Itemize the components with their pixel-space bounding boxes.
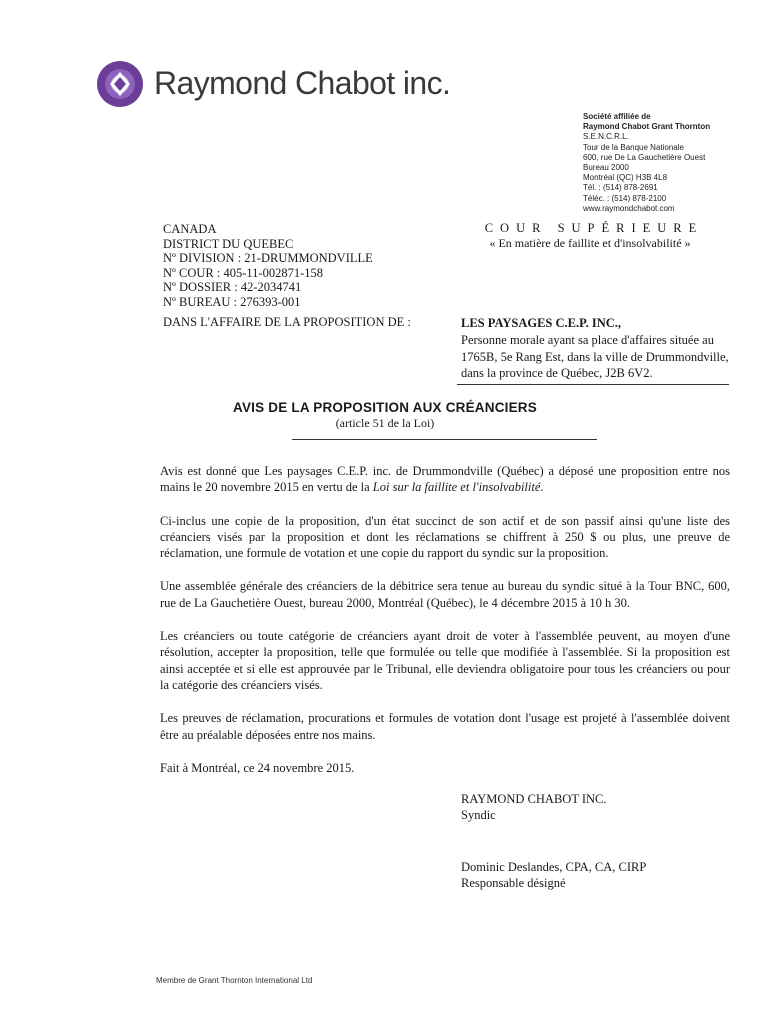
affiliation-line: Société affiliée de (583, 112, 651, 121)
notice-body (160, 463, 730, 793)
trustee-signature (461, 792, 607, 823)
affiliation-website: www.raymondchabot.com (583, 203, 675, 213)
paragraph: Les preuves de réclamation, procurations et formules de votation dont l'usage est projeté à l'assemblée doivent être au préalable déposées entre nos mains. (160, 711, 730, 742)
case-office-number: Nº BUREAU : 276393-001 (163, 294, 301, 309)
affiliation-line: Bureau 2000 (583, 163, 629, 173)
act-title: Loi sur la faillite et l'insolvabilité (372, 480, 541, 495)
affiliation-line: 600, rue De La Gauchetière Ouest (583, 152, 706, 162)
paragraph-text: . (540, 480, 544, 495)
date-place: Fait à Montréal, ce 24 novembre 2015. (160, 760, 355, 775)
case-court-number: Nº COUR : 405-11-002871-158 (163, 265, 324, 280)
affiliation-line: Montréal (QC) H3B 4L8 (583, 173, 668, 183)
matter-intro: DANS L'AFFAIRE DE LA PROPOSITION DE : (163, 315, 411, 329)
designated-person (461, 860, 646, 891)
debtor-name: LES PAYSAGES C.E.P. INC., (461, 316, 622, 330)
case-file-number: Nº DOSSIER : 42-2034741 (163, 280, 302, 295)
affiliation-line: Tour de la Banque Nationale (583, 142, 684, 152)
debtor-block (461, 315, 729, 382)
person-name: Dominic Deslandes, CPA, CA, CIRP (461, 860, 647, 874)
paragraph (160, 463, 730, 496)
affiliation-firm: Raymond Chabot Grant Thornton (583, 122, 711, 132)
case-division: Nº DIVISION : 21-DRUMMONDVILLE (163, 251, 373, 266)
case-info (163, 222, 373, 310)
person-role: Responsable désigné (461, 875, 566, 890)
title-divider (292, 439, 597, 440)
affiliation-fax: Téléc. : (514) 878-2100 (583, 193, 667, 203)
notice-title: AVIS DE LA PROPOSITION AUX CRÉANCIERS (233, 400, 537, 415)
party-divider (457, 384, 729, 385)
affiliation-phone: Tél. : (514) 878-2691 (583, 183, 658, 193)
case-district: DISTRICT DU QUEBEC (163, 236, 294, 251)
raymond-chabot-logo-icon (96, 60, 144, 108)
case-country: CANADA (163, 222, 217, 236)
court-matter: « En matière de faillite et d'insolvabilité » (489, 236, 691, 250)
paragraph: Ci-inclus une copie de la proposition, d'un état succinct de son actif et de son passif ainsi qu'une liste des créanciers visés par la proposition et dont les réclamations se chiffrent à 250 $ ou plus, une preuve de réclamation, une formule de votation et une copie du rapport du syndic sur la proposition. (160, 513, 730, 561)
affiliation-line: S.E.N.C.R.L. (583, 132, 629, 142)
paragraph: Une assemblée générale des créanciers de la débitrice sera tenue au bureau du syndic situé à la Tour BNC, 600, rue de La Gauchetière Ouest, bureau 2000, Montréal (Québec), le 4 décembre 2015 à 10 h 30. (160, 579, 730, 610)
debtor-description: Personne morale ayant sa place d'affaires située au 1765B, 5e Rang Est, dans la ville de Drummondville, dans la province de Québec, J2B 6V2. (461, 332, 729, 381)
paragraph-text: Avis est donné que Les paysages C.E.P. inc. de Drummondville (Québec) a déposé une proposition entre nos mains le 20 novembre 2015 en vertu de la (160, 464, 730, 495)
paragraph: Les créanciers ou toute catégorie de créanciers ayant droit de voter à l'assemblée peuvent, au moyen d'une résolution, accepter la proposition, telle que formulée ou telle que modifiée à l'assemblée. Si la proposition est ainsi acceptée et si elle est approuvée par le Tribunal, elle deviendra obligatoire pour tous les créanciers ou pour la catégorie des créanciers visés. (160, 629, 730, 692)
logo-wordmark: Raymond Chabot inc. (154, 65, 451, 101)
trustee-role: Syndic (461, 807, 496, 822)
affiliation-block (583, 112, 710, 214)
court-name: COUR SUPÉRIEURE (484, 221, 704, 235)
trustee-firm: RAYMOND CHABOT INC. (461, 792, 607, 806)
footer-note: Membre de Grant Thornton International Ltd (156, 976, 313, 985)
notice-subtitle: (article 51 de la Loi) (335, 416, 435, 430)
